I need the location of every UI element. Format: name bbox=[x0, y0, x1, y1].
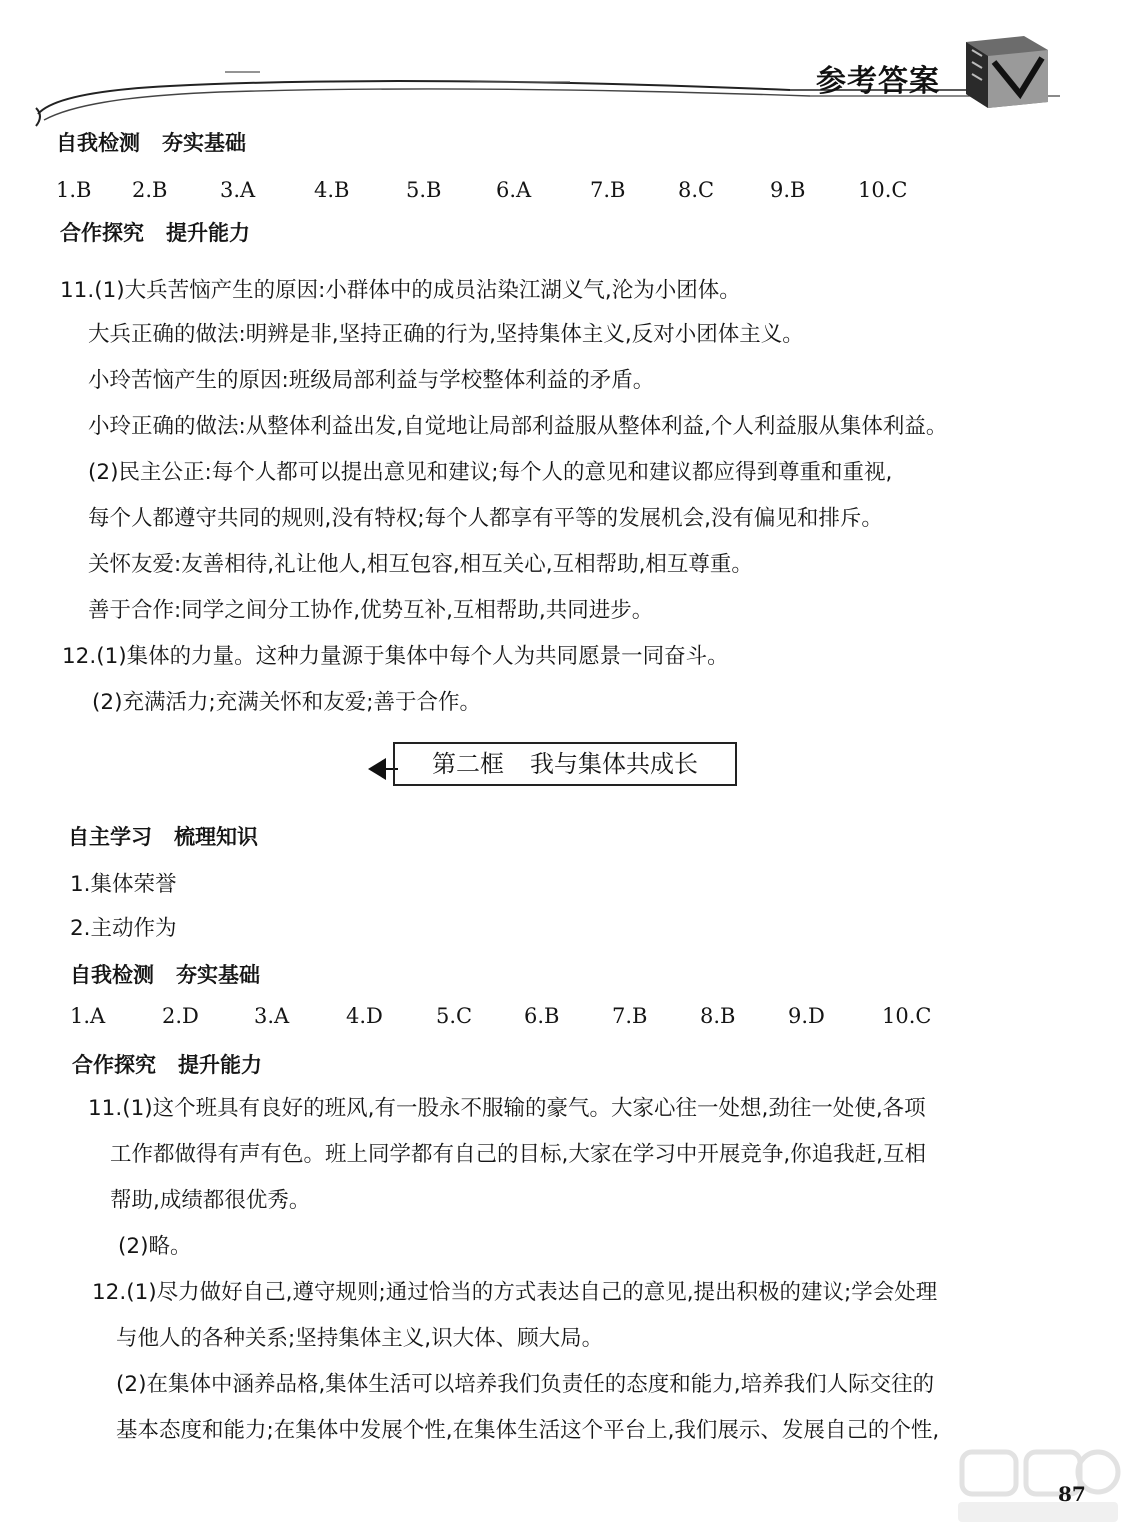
answer-item: 6.A bbox=[496, 178, 532, 202]
answer-line: 工作都做得有声有色。班上同学都有自己的目标,大家在学习中开展竞争,你追我赶,互相 bbox=[110, 1142, 927, 1167]
section-heading bbox=[72, 1050, 262, 1080]
answer-item: 7.B bbox=[590, 178, 626, 202]
study-item: 1.集体荣誉 bbox=[70, 872, 177, 897]
answer-row bbox=[70, 1004, 970, 1034]
answer-item: 9.B bbox=[770, 178, 806, 202]
watermark-logo-icon bbox=[948, 1436, 1128, 1532]
answer-item: 5.B bbox=[406, 178, 442, 202]
answer-item: 7.B bbox=[612, 1004, 648, 1028]
answer-item: 1.A bbox=[70, 1004, 106, 1028]
answer-line: 与他人的各种关系;坚持集体主义,识大体、顾大局。 bbox=[116, 1326, 604, 1351]
study-item: 2.主动作为 bbox=[70, 916, 177, 941]
heading-label: 合作探究 bbox=[72, 1053, 156, 1077]
answer-line: 关怀友爱:友善相待,礼让他人,相互包容,相互关心,互相帮助,相互尊重。 bbox=[88, 552, 753, 577]
answer-line: (2)充满活力;充满关怀和友爱;善于合作。 bbox=[92, 690, 481, 715]
answer-line: 小玲正确的做法:从整体利益出发,自觉地让局部利益服从整体利益,个人利益服从集体利益。 bbox=[88, 414, 948, 439]
answer-line: 12.(1)尽力做好自己,遵守规则;通过恰当的方式表达自己的意见,提出积极的建议;学会处理 bbox=[92, 1280, 938, 1305]
answer-line: 11.(1)这个班具有良好的班风,有一股永不服输的豪气。大家心往一处想,劲往一处使,各项 bbox=[88, 1096, 926, 1121]
answer-item: 2.B bbox=[132, 178, 168, 202]
page-number: 87 bbox=[1058, 1482, 1086, 1506]
heading-label: 梳理知识 bbox=[174, 825, 258, 849]
heading-label: 自我检测 bbox=[56, 131, 140, 155]
answer-line: (2)略。 bbox=[118, 1234, 192, 1259]
answer-item: 1.B bbox=[56, 178, 92, 202]
answer-item: 3.A bbox=[220, 178, 256, 202]
section-heading bbox=[56, 128, 246, 158]
answer-line: 大兵正确的做法:明辨是非,坚持正确的行为,坚持集体主义,反对小团体主义。 bbox=[88, 322, 804, 347]
answer-line: 每个人都遵守共同的规则,没有特权;每个人都享有平等的发展机会,没有偏见和排斥。 bbox=[88, 506, 883, 531]
heading-label: 合作探究 bbox=[60, 221, 144, 245]
answer-item: 9.D bbox=[788, 1004, 825, 1028]
section-heading bbox=[60, 218, 250, 248]
answer-line: 11.(1)大兵苦恼产生的原因:小群体中的成员沾染江湖义气,沦为小团体。 bbox=[60, 278, 741, 303]
section-title-label: 第二框 bbox=[432, 750, 504, 778]
answer-line: 12.(1)集体的力量。这种力量源于集体中每个人为共同愿景一同奋斗。 bbox=[62, 644, 729, 669]
answer-item: 8.B bbox=[700, 1004, 736, 1028]
heading-label: 自主学习 bbox=[68, 825, 152, 849]
answer-item: 8.C bbox=[678, 178, 715, 202]
answer-item: 10.C bbox=[858, 178, 908, 202]
heading-label: 提升能力 bbox=[178, 1053, 262, 1077]
answer-item: 3.A bbox=[254, 1004, 290, 1028]
section-title-label: 我与集体共成长 bbox=[530, 750, 698, 778]
answer-line: (2)在集体中涵养品格,集体生活可以培养我们负责任的态度和能力,培养我们人际交往的 bbox=[116, 1372, 935, 1397]
heading-label: 夯实基础 bbox=[176, 963, 260, 987]
section-heading bbox=[68, 822, 258, 852]
heading-label: 夯实基础 bbox=[162, 131, 246, 155]
section-heading bbox=[70, 960, 260, 990]
answer-line: (2)民主公正:每个人都可以提出意见和建议;每个人的意见和建议都应得到尊重和重视, bbox=[88, 460, 893, 485]
answer-item: 5.C bbox=[436, 1004, 473, 1028]
heading-label: 提升能力 bbox=[166, 221, 250, 245]
answer-item: 10.C bbox=[882, 1004, 932, 1028]
answer-line: 基本态度和能力;在集体中发展个性,在集体生活这个平台上,我们展示、发展自己的个性, bbox=[116, 1418, 940, 1443]
answer-item: 4.D bbox=[346, 1004, 383, 1028]
answer-item: 2.D bbox=[162, 1004, 199, 1028]
answer-line: 小玲苦恼产生的原因:班级局部利益与学校整体利益的矛盾。 bbox=[88, 368, 655, 393]
answer-row bbox=[56, 178, 956, 208]
answer-line: 善于合作:同学之间分工协作,优势互补,互相帮助,共同进步。 bbox=[88, 598, 654, 623]
book-logo-icon bbox=[958, 32, 1054, 112]
header-title: 参考答案 bbox=[816, 64, 940, 99]
heading-label: 自我检测 bbox=[70, 963, 154, 987]
answer-line: 帮助,成绩都很优秀。 bbox=[110, 1188, 311, 1213]
answer-item: 4.B bbox=[314, 178, 350, 202]
section-title-box bbox=[393, 742, 737, 786]
answer-item: 6.B bbox=[524, 1004, 560, 1028]
